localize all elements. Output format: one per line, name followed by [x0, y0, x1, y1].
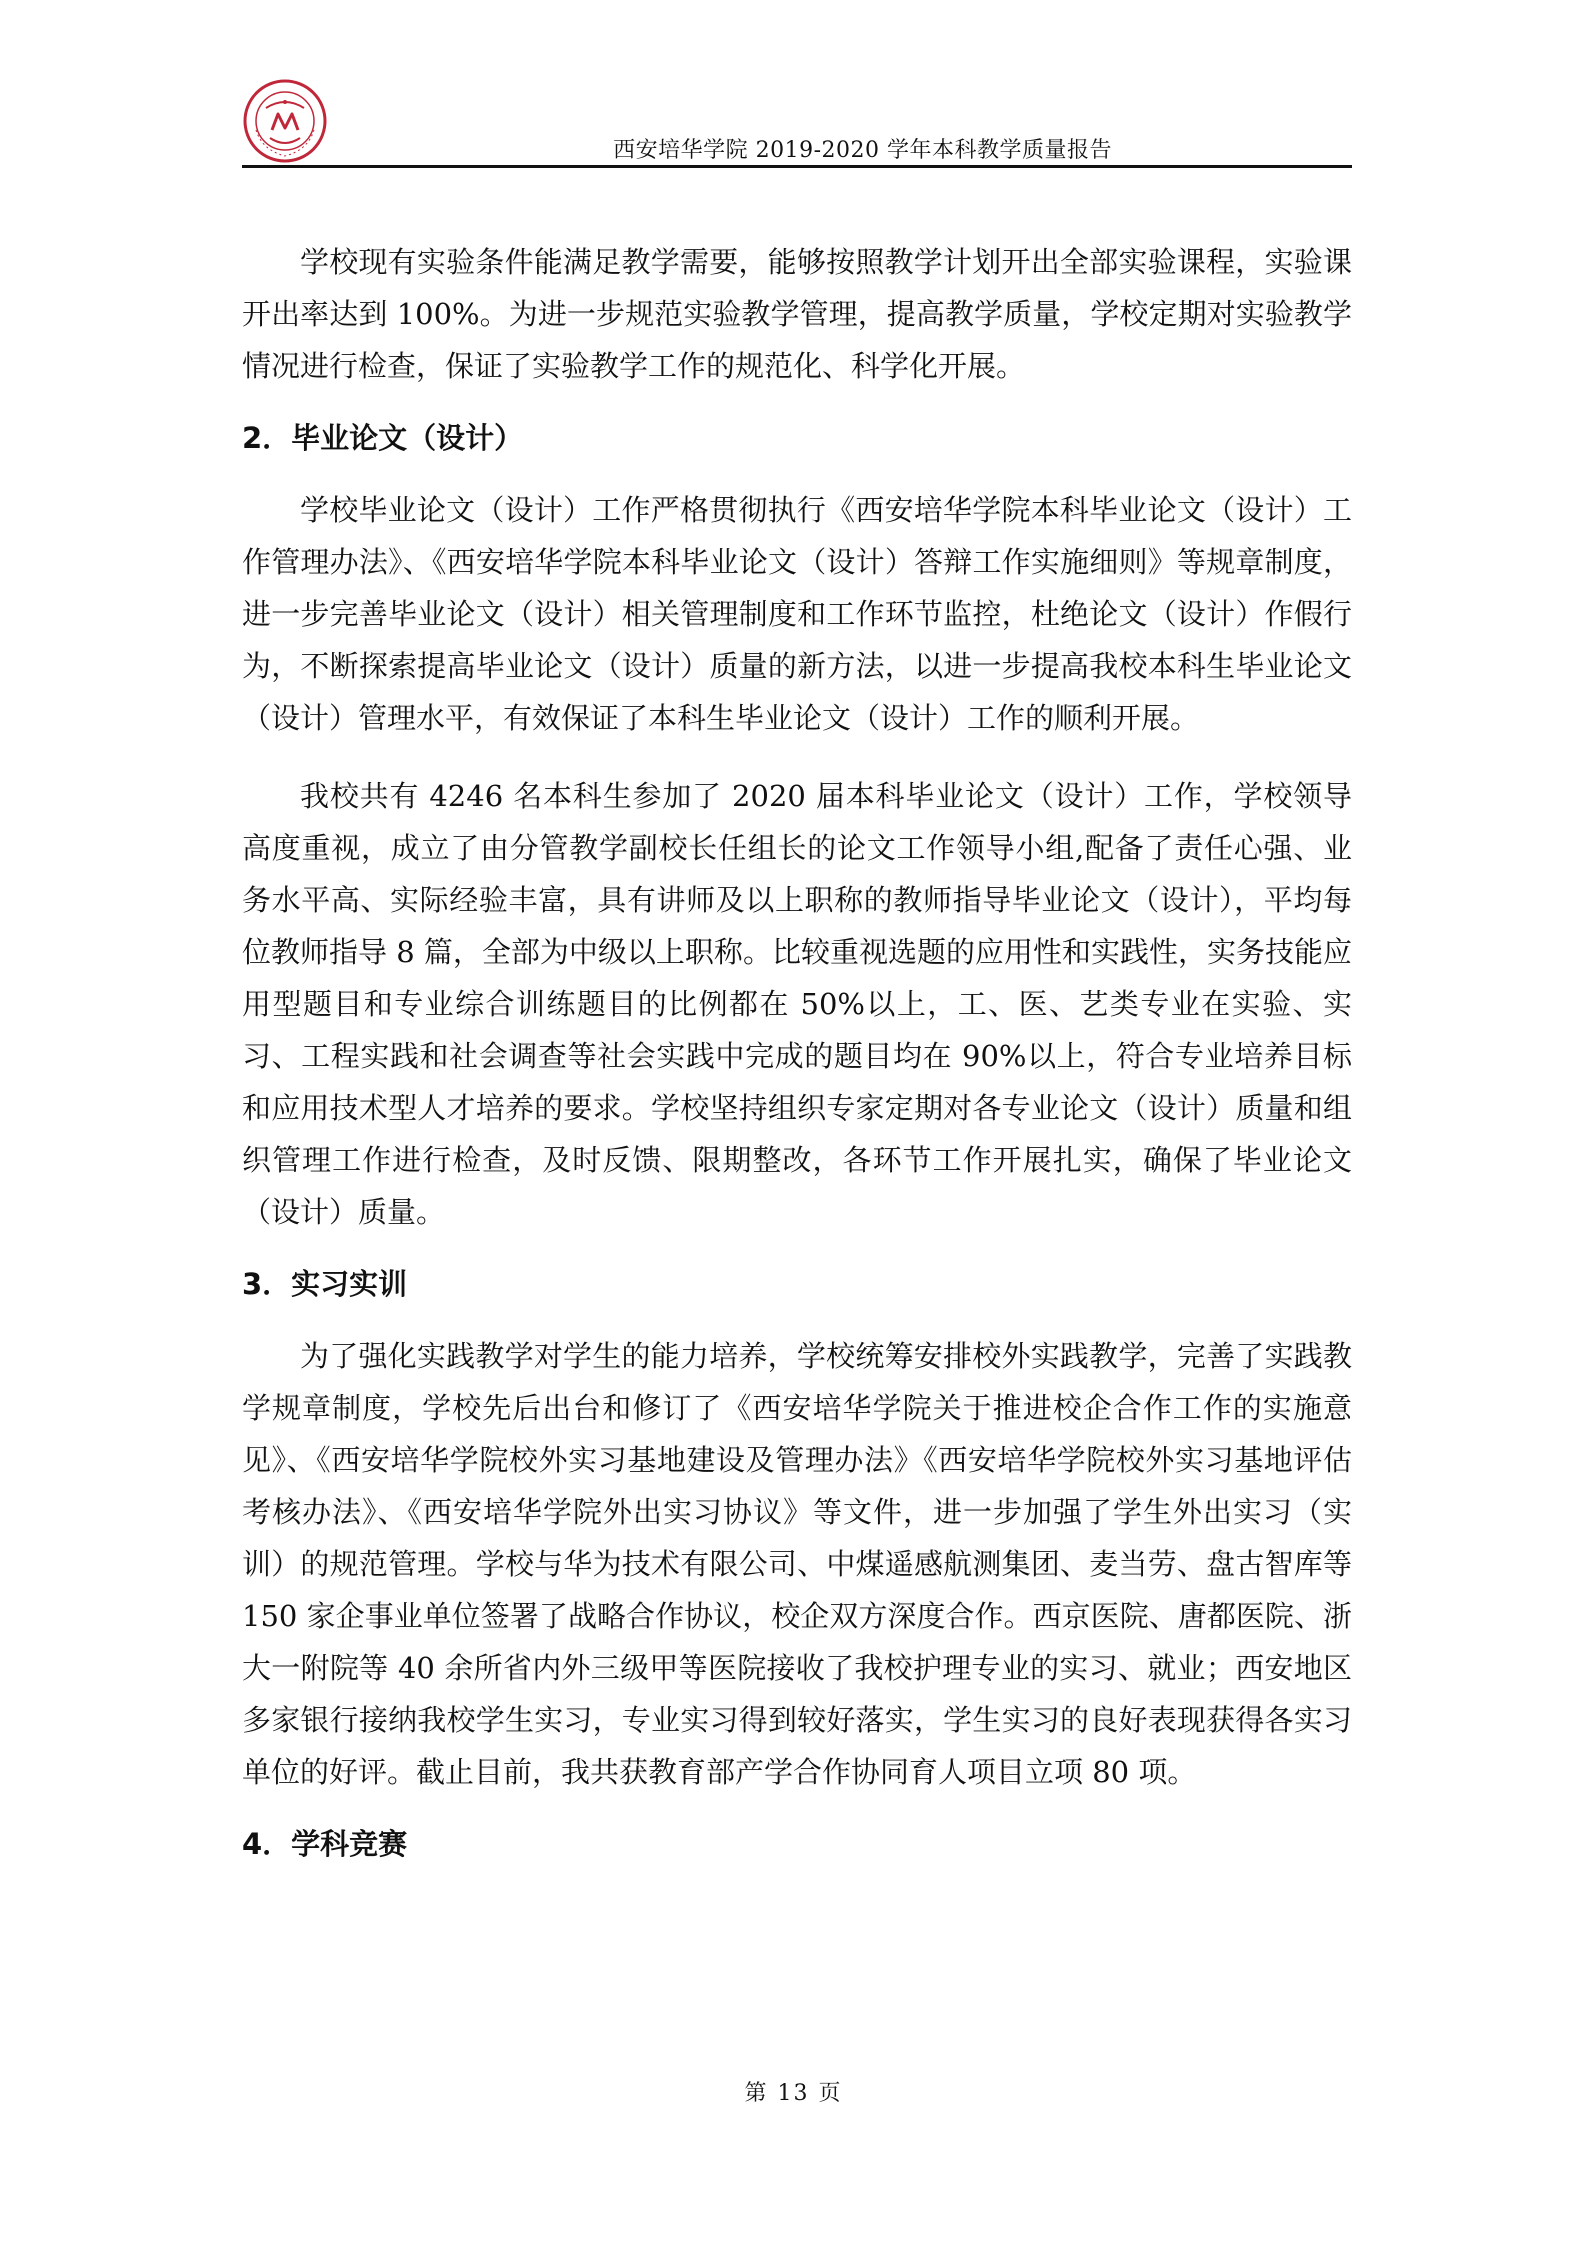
document-body	[242, 236, 1352, 1870]
section-heading-thesis: 2．毕业论文（设计）	[242, 421, 524, 455]
paragraph-thesis-management: 学校毕业论文（设计）工作严格贯彻执行《西安培华学院本科毕业论文（设计）工作管理办法》、《西安培华学院本科毕业论文（设计）答辩工作实施细则》等规章制度，进一步完善毕业论文（设计）相关管理制度和工作环节监控，杜绝论文（设计）作假行为，不断探索提高毕业论文（设计）质量的新方法，以进一步提高我校本科生毕业论文（设计）管理水平，有效保证了本科生毕业论文（设计）工作的顺利开展。	[242, 493, 1352, 735]
header-divider	[242, 165, 1352, 168]
section-heading-competitions: 4．学科竞赛	[242, 1827, 408, 1861]
paragraph-lab-conditions: 学校现有实验条件能满足教学需要，能够按照教学计划开出全部实验课程，实验课开出率达到 100%。为进一步规范实验教学管理，提高教学质量，学校定期对实验教学情况进行检查，保证了实验教学工作的规范化、科学化开展。	[242, 245, 1352, 383]
university-seal-icon	[242, 78, 328, 164]
paragraph-thesis-participation: 我校共有 4246 名本科生参加了 2020 届本科毕业论文（设计）工作，学校领导高度重视，成立了由分管教学副校长任组长的论文工作领导小组,配备了责任心强、业务水平高、实际经验丰富，具有讲师及以上职称的教师指导毕业论文（设计），平均每位教师指导 8 篇，全部为中级以上职称。比较重视选题的应用性和实践性，实务技能应用型题目和专业综合训练题目的比例都在 50%以上，工、医、艺类专业在实验、实习、工程实践和社会调查等社会实践中完成的题目均在 90%以上，符合专业培养目标和应用技术型人才培养的要求。学校坚持组织专家定期对各专业论文（设计）质量和组织管理工作进行检查，及时反馈、限期整改，各环节工作开展扎实，确保了毕业论文（设计）质量。	[242, 779, 1352, 1229]
page-header	[242, 78, 1352, 170]
paragraph-internship: 为了强化实践教学对学生的能力培养，学校统筹安排校外实践教学，完善了实践教学规章制度，学校先后出台和修订了《西安培华学院关于推进校企合作工作的实施意见》、《西安培华学院校外实习基地建设及管理办法》《西安培华学院校外实习基地评估考核办法》、《西安培华学院外出实习协议》等文件，进一步加强了学生外出实习（实训）的规范管理。学校与华为技术有限公司、中煤遥感航测集团、麦当劳、盘古智库等 150 家企事业单位签署了战略合作协议，校企双方深度合作。西京医院、唐都医院、浙大一附院等 40 余所省内外三级甲等医院接收了我校护理专业的实习、就业；西安地区多家银行接纳我校学生实习，专业实习得到较好落实，学生实习的良好表现获得各实习单位的好评。截止目前，我共获教育部产学合作协同育人项目立项 80 项。	[242, 1339, 1352, 1789]
header-title: 西安培华学院 2019-2020 学年本科教学质量报告	[613, 138, 1112, 163]
page-number: 第 13 页	[744, 2081, 843, 2106]
section-heading-internship: 3．实习实训	[242, 1267, 408, 1301]
